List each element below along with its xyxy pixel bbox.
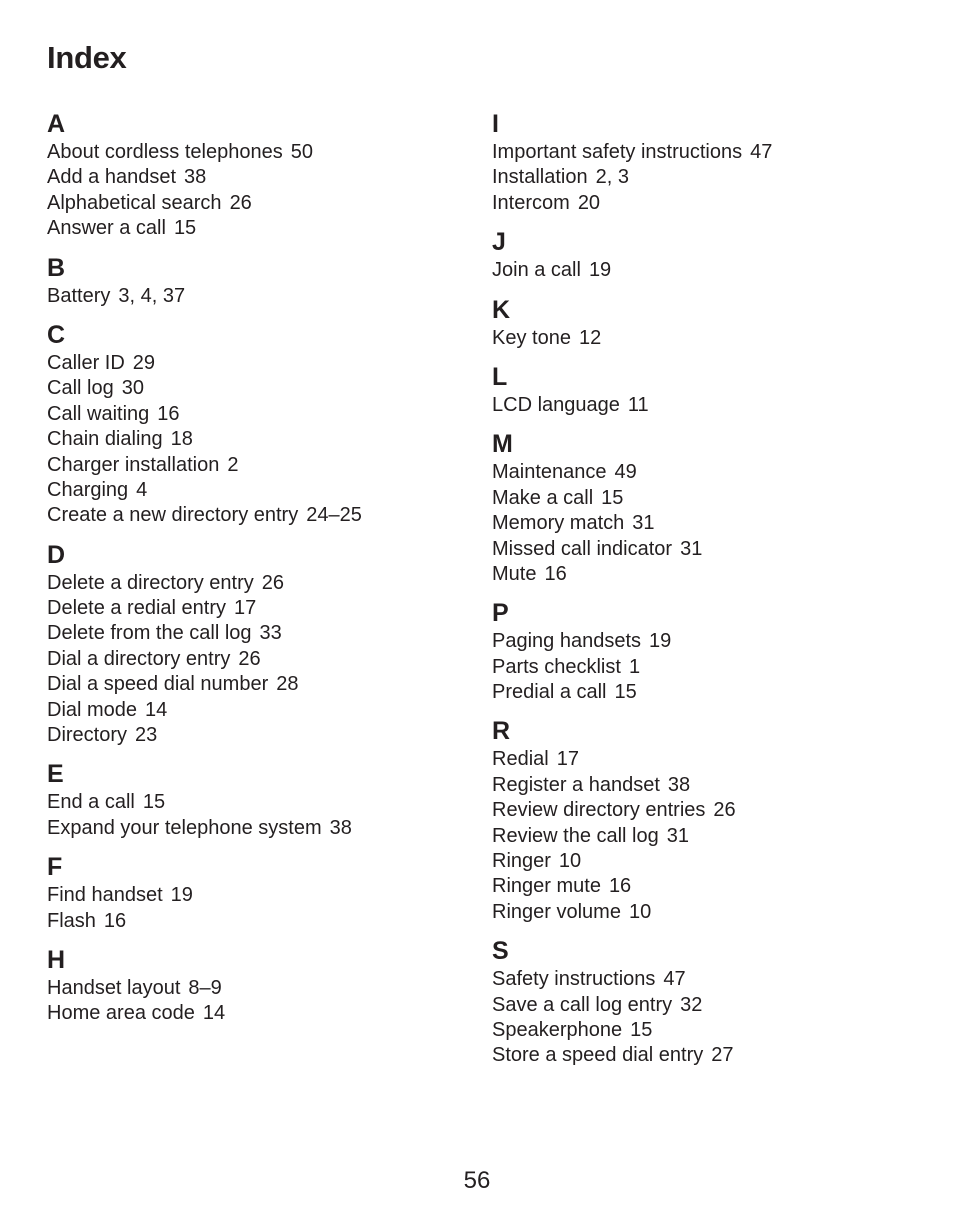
index-entry-term: Handset layout [47, 976, 181, 999]
index-entry-term: Paging handsets [492, 630, 642, 653]
index-entry-term: Dial a speed dial number [47, 673, 269, 696]
index-entry-pages: 20 [577, 191, 601, 214]
index-section-letter: M [492, 430, 513, 459]
index-entry-term: Battery [47, 284, 111, 307]
index-entry [47, 284, 467, 309]
index-entry [492, 486, 932, 511]
index-entry-term: Delete a redial entry [47, 597, 226, 620]
index-entry [492, 798, 932, 823]
index-entry-term: Key tone [492, 326, 571, 349]
index-entry-pages: 38 [184, 166, 207, 189]
index-entry-pages: 23 [135, 724, 158, 747]
index-entry-pages: 10 [628, 900, 652, 923]
index-entry-pages: 33 [259, 622, 282, 645]
index-entry-pages: 15 [614, 681, 637, 704]
index-entry [47, 976, 467, 1001]
index-entry-term: Answer a call [47, 217, 166, 240]
index-entry-term: Parts checklist [492, 655, 621, 678]
index-entry [492, 140, 932, 165]
index-entry-pages: 38 [329, 816, 352, 839]
index-entry-pages: 14 [145, 698, 168, 721]
index-section-letter: D [47, 540, 66, 569]
index-entry-pages: 49 [614, 461, 637, 484]
index-entry-term: Find handset [47, 884, 163, 907]
index-entry-pages: 15 [630, 1018, 653, 1041]
index-entry-term: Ringer [492, 850, 551, 873]
index-entry [47, 647, 467, 672]
index-entry-pages: 16 [157, 402, 180, 425]
index-entry-pages: 31 [680, 537, 703, 560]
index-entry [492, 967, 932, 992]
index-entry [47, 596, 467, 621]
index-section-letter: R [492, 717, 511, 746]
index-section-letter: S [492, 937, 509, 966]
index-entry-pages: 4 [136, 478, 148, 501]
index-entry-term: Ringer mute [492, 875, 601, 898]
index-section-e [47, 758, 467, 841]
index-entry-term: Mute [492, 562, 537, 585]
index-entry [47, 909, 467, 934]
index-entry [47, 723, 467, 748]
index-entry [47, 672, 467, 697]
index-entry [492, 629, 932, 654]
index-entry-pages: 29 [132, 351, 156, 374]
index-entry [492, 165, 932, 190]
index-entry-pages: 27 [711, 1044, 734, 1067]
index-entry [492, 537, 932, 562]
index-entry-term: Call waiting [47, 402, 150, 425]
index-entry [492, 460, 932, 485]
index-entry [47, 351, 467, 376]
index-entry [47, 402, 467, 427]
index-section-letter: K [492, 295, 511, 324]
index-section-letter: A [47, 110, 66, 138]
index-section-d [47, 539, 467, 749]
index-entry [492, 900, 932, 925]
index-entry-term: Safety instructions [492, 968, 656, 991]
index-section-s [492, 935, 932, 1069]
index-section-i [492, 108, 932, 216]
index-entry-term: Create a new directory entry [47, 504, 299, 527]
index-entry [47, 191, 467, 216]
index-section-letter: J [492, 228, 506, 257]
index-entry-list [492, 747, 932, 925]
index-entry-pages: 31 [666, 824, 689, 847]
index-section-m [492, 428, 932, 587]
index-entry-term: LCD language [492, 393, 620, 416]
index-entry [492, 655, 932, 680]
index-entry-term: Dial mode [47, 698, 138, 721]
index-section-letter: P [492, 599, 509, 628]
page-title: Index [47, 40, 127, 75]
index-entry [47, 427, 467, 452]
index-section-b [47, 252, 467, 309]
index-entry-term: Make a call [492, 486, 594, 509]
index-entry [47, 790, 467, 815]
index-entry-term: Memory match [492, 512, 625, 535]
index-entry-list [47, 790, 467, 841]
index-entry-pages: 11 [627, 393, 649, 416]
index-entry-pages: 2, 3 [595, 166, 629, 189]
index-entry-pages: 26 [713, 799, 736, 822]
index-entry [47, 1001, 467, 1026]
index-entry [492, 849, 932, 874]
index-entry [47, 816, 467, 841]
index-entry-term: End a call [47, 791, 135, 814]
index-entry-pages: 17 [556, 748, 579, 771]
index-entry-term: Installation [492, 166, 588, 189]
index-entry [47, 140, 467, 165]
index-entry [492, 511, 932, 536]
index-entry-term: Dial a directory entry [47, 647, 231, 670]
index-entry-term: Review directory entries [492, 799, 706, 822]
index-entry-pages: 26 [229, 191, 252, 214]
index-entry [47, 883, 467, 908]
index-entry-pages: 16 [544, 562, 567, 585]
index-section-p [492, 597, 932, 705]
index-entry-term: Chain dialing [47, 428, 163, 451]
index-entry-pages: 28 [276, 673, 299, 696]
index-entry-pages: 30 [121, 377, 144, 400]
index-entry-term: Call log [47, 377, 114, 400]
index-entry-pages: 19 [170, 884, 193, 907]
index-entry-pages: 19 [588, 259, 612, 282]
index-section-a [47, 108, 467, 242]
index-entry [47, 216, 467, 241]
index-entry [47, 453, 467, 478]
index-entry-list [492, 140, 932, 216]
index-entry-pages: 50 [290, 141, 313, 163]
index-entry-pages: 2 [227, 453, 239, 476]
index-entry-list [47, 883, 467, 934]
index-entry-pages: 38 [667, 773, 691, 796]
index-entry-term: Predial a call [492, 681, 607, 704]
index-section-letter: C [47, 320, 66, 349]
index-entry [492, 1018, 932, 1043]
index-entry [492, 326, 932, 351]
index-entry-term: Register a handset [492, 773, 660, 796]
index-entry [47, 165, 467, 190]
index-entry [492, 393, 932, 418]
index-entry [47, 621, 467, 646]
index-section-k [492, 294, 932, 351]
index-entry-pages: 10 [558, 850, 582, 873]
index-entry [47, 571, 467, 596]
index-entry-pages: 24–25 [306, 504, 362, 527]
index-section-c [47, 319, 467, 529]
index-entry-pages: 8–9 [188, 976, 222, 999]
index-entry-term: Delete from the call log [47, 622, 252, 645]
index-entry-pages: 26 [238, 647, 261, 670]
index-entry-list [492, 258, 932, 283]
index-entry-list [492, 629, 932, 705]
index-entry-list [47, 976, 467, 1027]
index-entry-term: Caller ID [47, 351, 125, 374]
index-entry [47, 376, 467, 401]
index-entry-list [47, 284, 467, 309]
index-entry-term: Redial [492, 748, 549, 771]
index-entry-term: Home area code [47, 1002, 195, 1025]
index-entry-pages: 18 [170, 428, 193, 451]
index-entry-term: Alphabetical search [47, 191, 222, 214]
index-section-r [492, 715, 932, 925]
index-entry-pages: 15 [173, 217, 197, 240]
index-entry-term: Speakerphone [492, 1018, 623, 1041]
index-entry-list [47, 571, 467, 749]
index-entry-term: Directory [47, 724, 128, 747]
index-entry-pages: 12 [578, 326, 602, 349]
index-section-f [47, 851, 467, 934]
index-entry-term: Important safety instructions [492, 141, 743, 163]
index-entry-list [492, 393, 932, 418]
index-entry-term: Expand your telephone system [47, 816, 322, 839]
index-entry-pages: 32 [680, 993, 703, 1016]
index-entry [492, 773, 932, 798]
index-entry-list [492, 326, 932, 351]
index-entry-pages: 16 [103, 909, 127, 932]
index-entry-term: Store a speed dial entry [492, 1044, 704, 1067]
index-section-letter: E [47, 760, 64, 789]
index-section-letter: L [492, 362, 508, 391]
index-entry [492, 824, 932, 849]
index-section-letter: F [47, 853, 63, 882]
index-section-letter: H [47, 945, 66, 974]
index-entry-term: Intercom [492, 191, 570, 214]
index-entry-pages: 31 [632, 512, 655, 535]
index-entry-pages: 26 [261, 571, 285, 594]
index-entry-pages: 15 [142, 791, 166, 814]
index-entry [47, 503, 467, 528]
index-column-left [47, 108, 467, 1037]
index-entry-term: Add a handset [47, 166, 176, 189]
index-entry-pages: 14 [202, 1002, 226, 1025]
index-section-l [492, 361, 932, 418]
index-section-letter: B [47, 253, 66, 282]
index-entry-pages: 16 [608, 875, 632, 898]
index-entry-term: Missed call indicator [492, 537, 673, 560]
index-entry-term: Charging [47, 478, 129, 501]
index-entry-list [47, 140, 467, 242]
index-entry-term: About cordless telephones [47, 141, 283, 163]
index-entry-term: Join a call [492, 259, 581, 282]
index-entry [492, 993, 932, 1018]
page-number: 56 [463, 1167, 491, 1194]
index-entry [47, 478, 467, 503]
index-entry-term: Charger installation [47, 453, 220, 476]
index-entry-list [492, 460, 932, 587]
index-entry-term: Save a call log entry [492, 993, 673, 1016]
index-entry [492, 874, 932, 899]
index-entry [492, 1043, 932, 1068]
index-section-j [492, 226, 932, 283]
index-entry-term: Review the call log [492, 824, 659, 847]
index-entry-pages: 15 [601, 486, 624, 509]
index-entry-pages: 47 [750, 141, 773, 163]
index-entry-term: Flash [47, 909, 96, 932]
index-entry-pages: 47 [663, 968, 686, 991]
index-column-right [492, 108, 932, 1079]
index-entry-pages: 19 [649, 630, 672, 653]
index-entry [492, 562, 932, 587]
index-entry-pages: 1 [628, 655, 641, 678]
index-entry-list [47, 351, 467, 529]
index-entry [47, 698, 467, 723]
index-entry-term: Maintenance [492, 461, 607, 484]
index-section-letter: I [492, 110, 499, 138]
index-entry-list [492, 967, 932, 1069]
index-entry-term: Delete a directory entry [47, 571, 254, 594]
index-entry [492, 680, 932, 705]
index-section-h [47, 944, 467, 1027]
index-entry-pages: 3, 4, 37 [118, 284, 186, 307]
index-entry [492, 191, 932, 216]
index-entry [492, 258, 932, 283]
index-entry-term: Ringer volume [492, 900, 621, 923]
index-entry [492, 747, 932, 772]
index-entry-pages: 17 [233, 597, 257, 620]
